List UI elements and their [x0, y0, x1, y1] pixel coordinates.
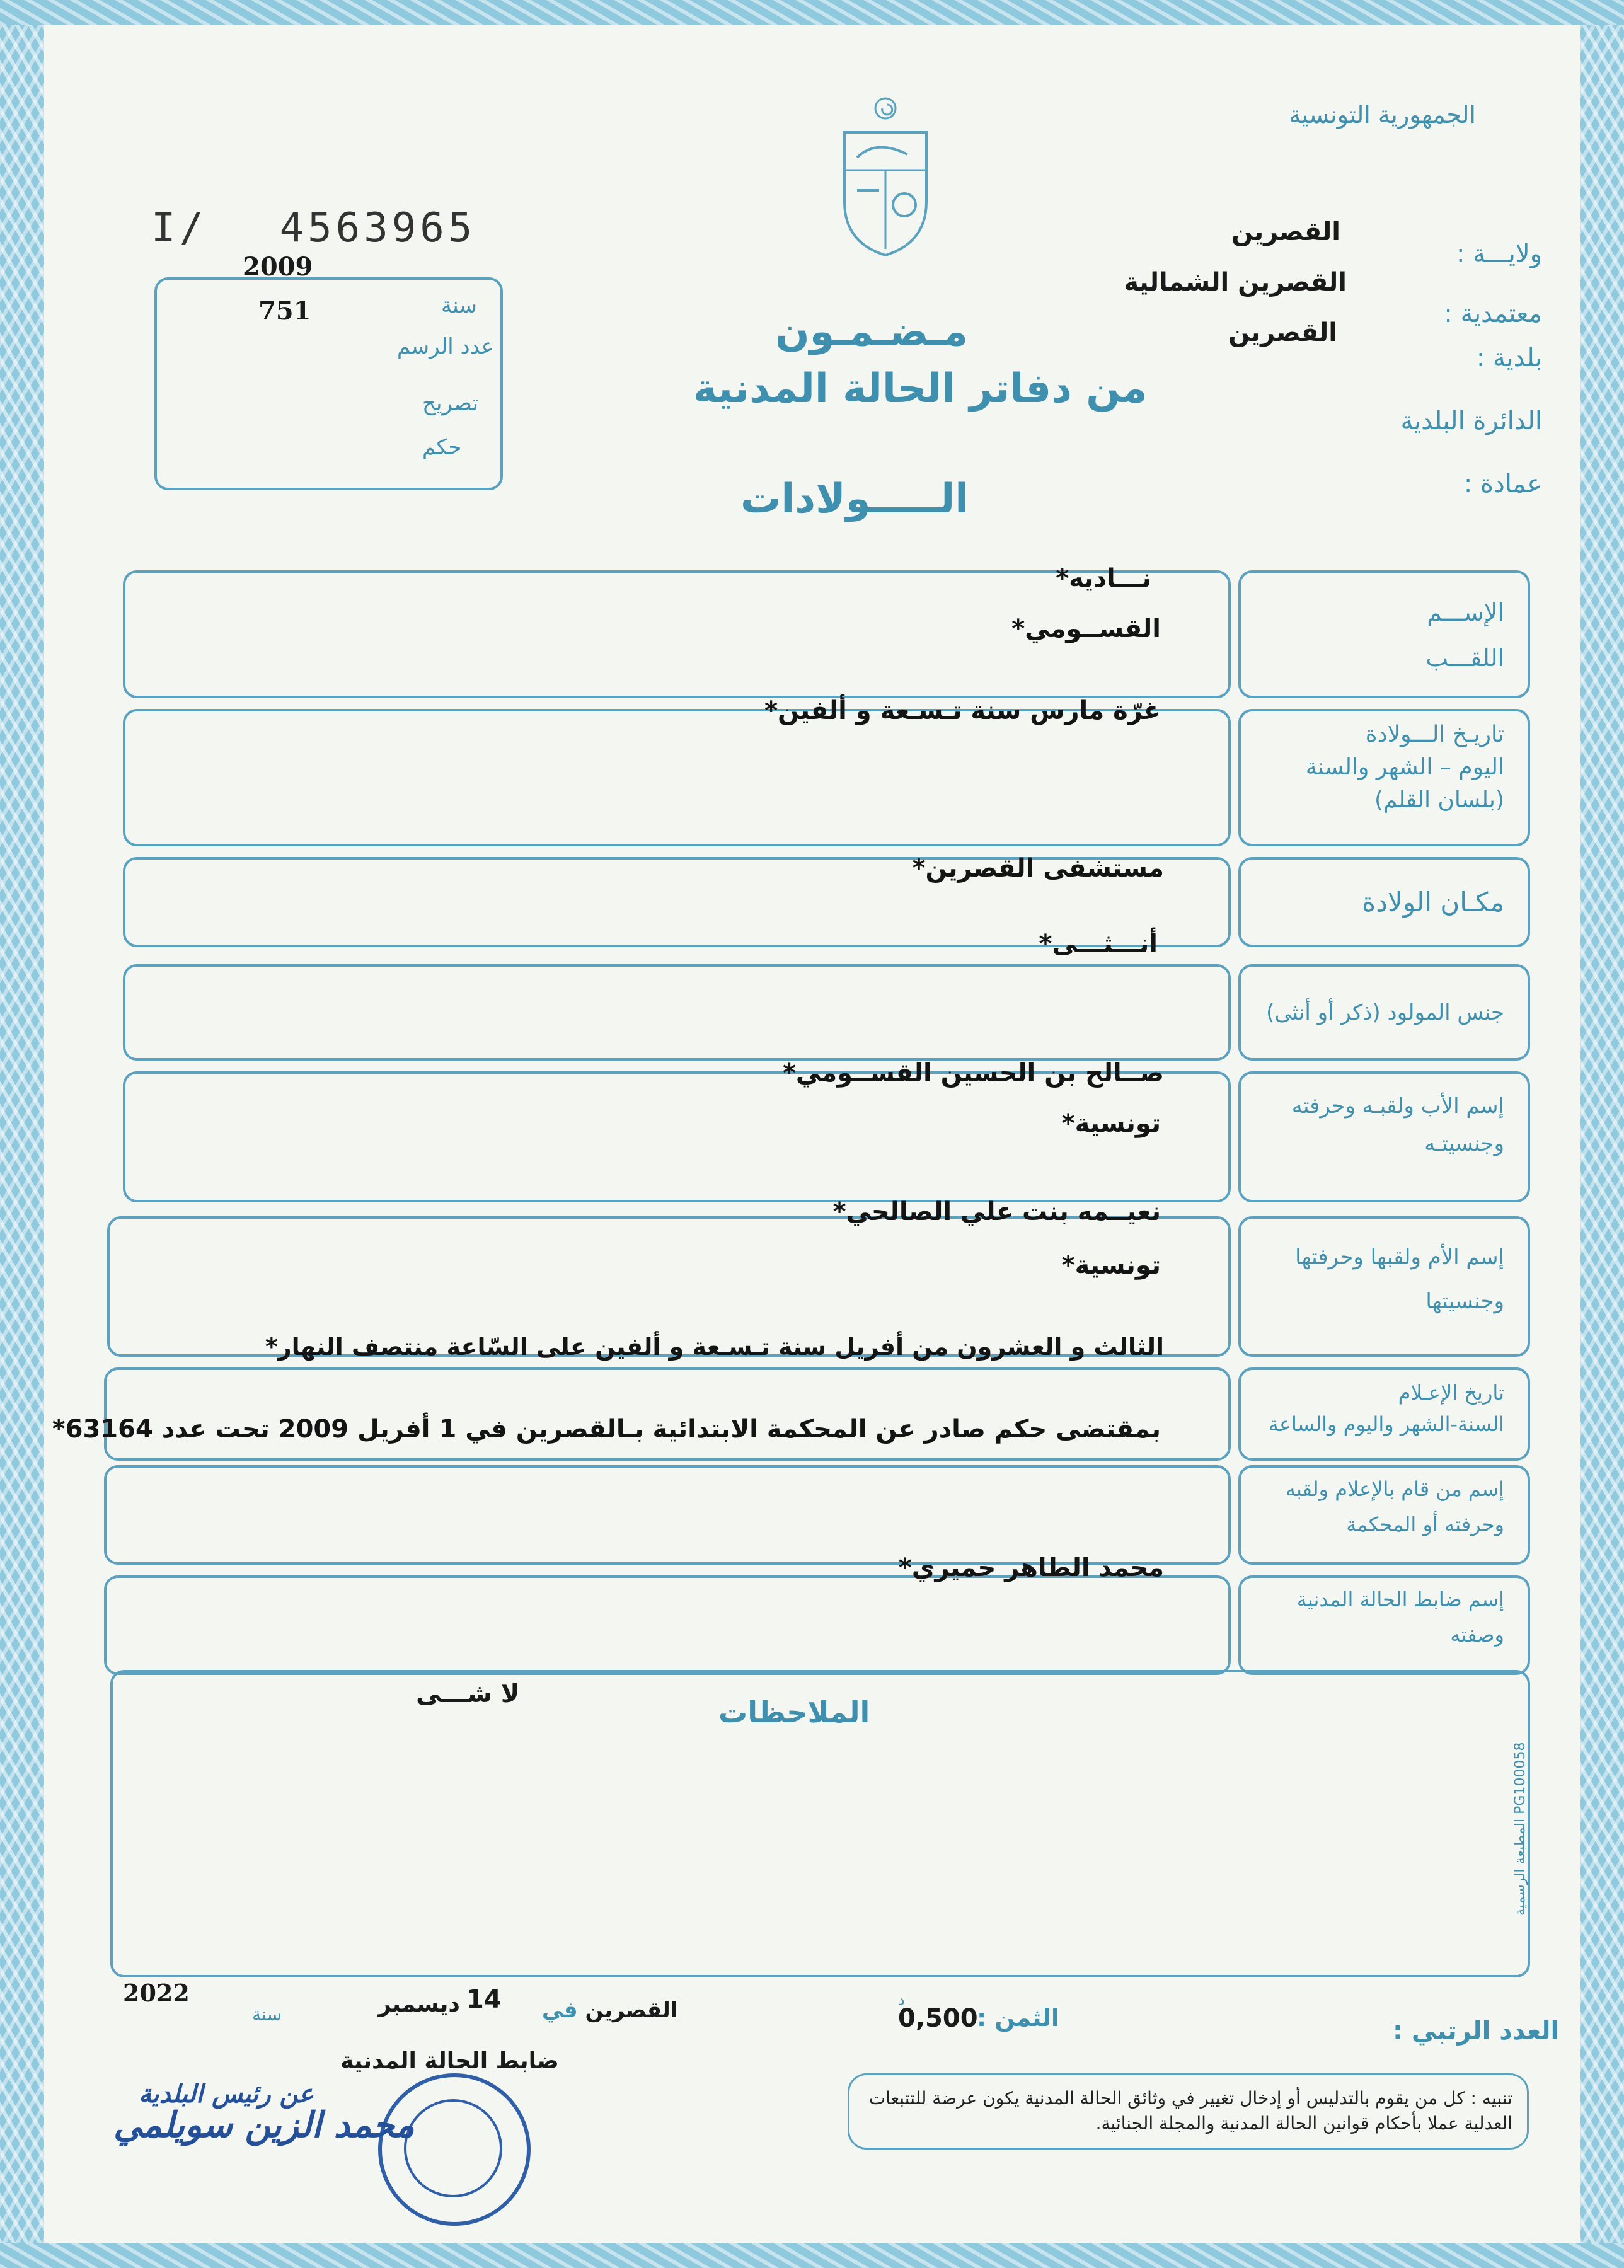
remarks-value: لا شـــى	[416, 1679, 520, 1708]
label-officer-title: وصفته	[1450, 1623, 1504, 1647]
sex-value: أنـــثـــى*	[1039, 930, 1158, 958]
birthdate-value-box	[123, 709, 1231, 846]
birthdate-label	[1306, 718, 1504, 817]
officer-value: محمد الطاهر حميري*	[898, 1553, 1164, 1582]
label-declaration-date: تاريخ الإعـلام	[1398, 1381, 1504, 1405]
serial-number: 4563965	[279, 205, 476, 251]
declarant-value: بمقتضى حكم صادر عن المحكمة الابتدائية بـالقصرين في 1 أفريل 2009 تحت عدد 63164*	[52, 1415, 1161, 1444]
guilloche-border-top	[0, 0, 1624, 25]
remarks-label: الملاحظات	[718, 1695, 870, 1729]
label-declarant: إسم من قام بالإعلام ولقبه	[1285, 1477, 1504, 1501]
officer-label	[1297, 1582, 1504, 1652]
baladiya-label: بلدية :	[1476, 343, 1542, 372]
surname-value: القســومي*	[1011, 614, 1161, 643]
sex-label: جنس المولود (ذكر أو أنثى)	[1266, 1000, 1504, 1025]
declaration-label: تصريح	[422, 391, 479, 416]
printer-mark: المطبعة الرسمية PG100058	[1512, 1742, 1528, 1916]
mother-label	[1295, 1235, 1504, 1323]
officer-title-label: ضابط الحالة المدنية	[340, 2048, 559, 2074]
imada-label: عمادة :	[1463, 469, 1542, 498]
act-value: 751	[258, 296, 311, 326]
label-in-words: (بلسان القلم)	[1374, 787, 1504, 813]
guilloche-border-bottom	[0, 2243, 1624, 2268]
label-mother: إسم الأم ولقبها وحرفتها	[1295, 1245, 1504, 1270]
officer-value-box	[104, 1575, 1231, 1675]
mother-nationality-value: تونسية*	[1061, 1251, 1161, 1280]
footer-day: 14	[466, 1985, 502, 2014]
warning-text: تنبيه : كل من يقوم بالتدليس أو إدخال تغيير في وثائق الحالة المدنية يكون عرضة للتتبعات العدلية عملا بأحكام قوانين الحالة المدنية والمجلة الجنائية.	[868, 2088, 1512, 2134]
birthdate-value: غرّة مارس سنة تـسـعة و ألفين*	[764, 696, 1161, 725]
tunisian-coat-of-arms-icon	[838, 95, 933, 258]
label-declarant-occupation: وحرفته أو المحكمة	[1346, 1512, 1504, 1536]
republic-label: الجمهورية التونسية	[1289, 101, 1476, 129]
mutamadiya-label: معتمدية :	[1444, 299, 1542, 328]
label-birthdate: تاريـخ الـــولادة	[1365, 722, 1504, 747]
label-surname: اللقـــب	[1425, 644, 1504, 672]
wilaya-label: ولايـــة :	[1456, 239, 1542, 268]
official-stamp	[378, 2073, 531, 2226]
judgment-label: حكم	[422, 435, 462, 460]
first-name-value: نـــاديه*	[1056, 564, 1151, 593]
act-label: عدد الرسم	[397, 334, 494, 359]
footer-place	[542, 1998, 677, 2023]
father-label	[1292, 1087, 1504, 1163]
year-label: سنة	[441, 293, 477, 318]
title-line1: مـضـمـون	[775, 309, 968, 355]
title-line2: من دفاتر الحالة المدنية	[693, 366, 1148, 412]
label-officer: إسم ضابط الحالة المدنية	[1296, 1587, 1504, 1611]
father-nationality-value: تونسية*	[1061, 1109, 1161, 1138]
mother-value: نعيــمه بنت علي الصالحي*	[832, 1197, 1161, 1226]
price-unit: د	[898, 1991, 905, 2009]
label-first-name: الإســـم	[1427, 599, 1504, 626]
wilaya-value: القصرين	[1231, 217, 1340, 246]
birthplace-label: مكـان الولادة	[1362, 887, 1504, 918]
declarant-label	[1286, 1471, 1504, 1542]
section-title: الـــــولادات	[740, 476, 969, 522]
serial-label: العدد الرتبي :	[1393, 2017, 1560, 2046]
sex-value-box	[123, 964, 1231, 1061]
label-declaration-datetime: السنة-الشهر واليوم والساعة	[1268, 1412, 1504, 1436]
officer-signature: محمد الزين سويلمي	[113, 2105, 415, 2146]
footer-month: ديسمبر	[378, 1991, 460, 2017]
declaration-date-value-box	[104, 1367, 1231, 1461]
label-day-month-year: اليوم – الشهر والسنة	[1305, 754, 1504, 780]
stamp-inner-ring	[404, 2099, 502, 2197]
price-label: الثمن :	[977, 2004, 1059, 2032]
price-value: 0,500	[898, 2004, 978, 2033]
father-value: صــالح بن الحسين القســومي*	[782, 1059, 1164, 1088]
declaration-date-value: الثالث و العشرون من أفريل سنة تـسـعة و ألفين على السّاعة منتصف النهار*	[265, 1333, 1164, 1361]
footer-year-value: 2022	[123, 1979, 190, 2007]
on-behalf-label: عن رئيس البلدية	[139, 2080, 314, 2109]
daira-label: الدائرة البلدية	[1400, 406, 1542, 435]
declaration-date-label	[1269, 1377, 1504, 1440]
guilloche-border-left	[0, 0, 44, 2268]
footer-year-label: سنة	[252, 2004, 282, 2025]
label-father-nationality: وجنسيتـه	[1424, 1131, 1504, 1156]
birthplace-value: مستشفى القصرين*	[912, 854, 1164, 883]
guilloche-border-right	[1580, 0, 1624, 2268]
year-value: 2009	[243, 252, 313, 282]
footer-place-name: القصرين	[585, 1998, 678, 2023]
label-father: إسم الأب ولقبـه وحرفته	[1291, 1093, 1504, 1119]
baladiya-value: القصرين	[1228, 318, 1337, 347]
declarant-value-box	[104, 1465, 1231, 1565]
name-label	[1425, 596, 1504, 675]
footer-place-suffix: في	[542, 1998, 578, 2023]
serial-prefix: I/	[151, 205, 208, 251]
mutamadiya-value: القصرين الشمالية	[1124, 268, 1347, 297]
label-mother-nationality: وجنسيتها	[1425, 1289, 1504, 1314]
